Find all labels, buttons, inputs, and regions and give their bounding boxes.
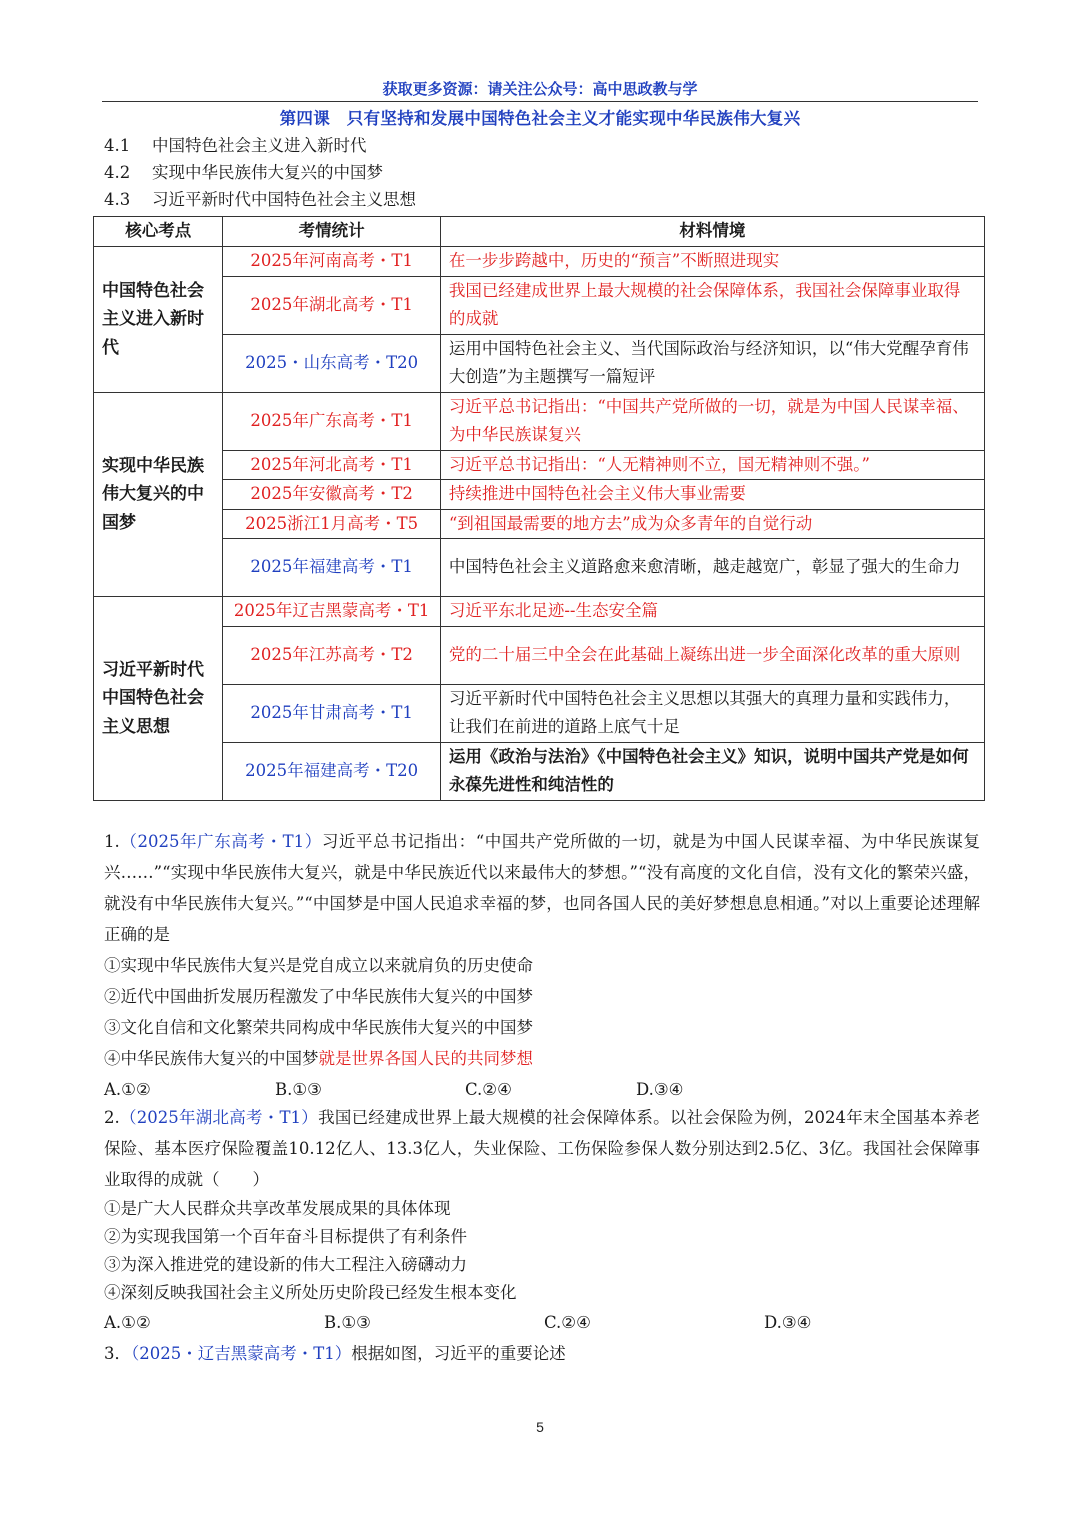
outline-item: 4.3 习近平新时代中国特色社会主义思想 <box>104 190 416 209</box>
material-cell: 习近平东北足迹--生态安全篇 <box>440 597 984 627</box>
exam-source-cell: 2025年福建高考・T1 <box>223 539 440 597</box>
table-row <box>94 392 985 450</box>
material-cell: 中国特色社会主义道路愈来愈清晰，越走越宽广，彰显了强大的生命力 <box>440 539 984 597</box>
table-row <box>94 684 985 742</box>
choice-c[interactable]: C.②④ <box>544 1313 591 1332</box>
material-cell: 我国已经建成世界上最大规模的社会保障体系，我国社会保障事业取得的成就 <box>440 276 984 334</box>
header-exam-stats: 考情统计 <box>223 217 440 247</box>
material-cell: “到祖国最需要的地方去”成为众多青年的自觉行动 <box>440 509 984 539</box>
table-row <box>94 626 985 684</box>
exam-source-cell: 2025年辽吉黑蒙高考・T1 <box>223 597 440 627</box>
core-topic-cell: 中国特色社会主义进入新时代 <box>94 247 223 393</box>
question-source: （2025・辽吉黑蒙高考・T1） <box>131 1344 352 1363</box>
core-topic-cell: 习近平新时代中国特色社会主义思想 <box>94 597 223 801</box>
option-item: ③为深入推进党的建设新的伟大工程注入磅礴动力 <box>104 1255 467 1274</box>
option-item: ③文化自信和文化繁荣共同构成中华民族伟大复兴的中国梦 <box>104 1018 533 1037</box>
exam-source-cell: 2025年河北高考・T1 <box>223 450 440 480</box>
question-source: （2025年湖北高考・T1） <box>119 1108 319 1127</box>
choice-c[interactable]: C.②④ <box>465 1080 512 1099</box>
table-header-row <box>94 217 985 247</box>
choice-b[interactable]: B.①③ <box>324 1313 371 1332</box>
choice-a[interactable]: A.①② <box>104 1080 151 1099</box>
exam-source-cell: 2025年广东高考・T1 <box>223 392 440 450</box>
material-cell: 习近平新时代中国特色社会主义思想以其强大的真理力量和实践伟力，让我们在前进的道路上底气十足 <box>440 684 984 742</box>
table-row <box>94 276 985 334</box>
question-source: （2025年广东高考・T1） <box>119 832 322 851</box>
lesson-outline <box>104 132 416 213</box>
material-cell: 习近平总书记指出：“中国共产党所做的一切，就是为中国人民谋幸福、为中华民族谋复兴 <box>440 392 984 450</box>
question-2-stem: 2.（2025年湖北高考・T1）我国已经建成世界上最大规模的社会保障体系。以社会保险为例，2024年末全国基本养老保险、基本医疗保险覆盖10.12亿人、13.3亿人，失业保险、工伤保险参保人数分别达到2.5亿、3亿。我国社会保障事业取得的成就（ ） <box>104 1108 980 1189</box>
table-row <box>94 480 985 510</box>
header-core-topic: 核心考点 <box>94 217 223 247</box>
header-material: 材料情境 <box>440 217 984 247</box>
option-item: ④深刻反映我国社会主义所处历史阶段已经发生根本变化 <box>104 1283 517 1302</box>
choice-b[interactable]: B.①③ <box>275 1080 322 1099</box>
outline-item: 4.1 中国特色社会主义进入新时代 <box>104 136 367 155</box>
option-item: ②近代中国曲折发展历程激发了中华民族伟大复兴的中国梦 <box>104 987 533 1006</box>
table-row <box>94 334 985 392</box>
choice-d[interactable]: D.③④ <box>636 1080 684 1099</box>
question-section <box>104 826 980 1369</box>
table-row <box>94 539 985 597</box>
exam-source-cell: 2025年河南高考・T1 <box>223 247 440 277</box>
exam-source-cell: 2025年甘肃高考・T1 <box>223 684 440 742</box>
table-row <box>94 247 985 277</box>
table-row <box>94 509 985 539</box>
material-cell: 运用中国特色社会主义、当代国际政治与经济知识，以“伟大党醒孕育伟大创造”为主题撰写一篇短评 <box>440 334 984 392</box>
material-cell: 运用《政治与法治》《中国特色社会主义》知识，说明中国共产党是如何永葆先进性和纯洁性的 <box>440 742 984 800</box>
table-row <box>94 450 985 480</box>
question-3-stem: 3．（2025・辽吉黑蒙高考・T1）根据如图，习近平的重要论述 <box>104 1344 566 1363</box>
exam-source-cell: 2025年安徽高考・T2 <box>223 480 440 510</box>
material-cell: 在一步步跨越中，历史的“预言”不断照进现实 <box>440 247 984 277</box>
exam-statistics-table <box>93 216 985 801</box>
material-cell: 习近平总书记指出：“人无精神则不立，国无精神则不强。” <box>440 450 984 480</box>
table-row <box>94 597 985 627</box>
choice-a[interactable]: A.①② <box>104 1313 151 1332</box>
answer-choices <box>104 1307 980 1338</box>
option-item: ②为实现我国第一个百年奋斗目标提供了有利条件 <box>104 1227 467 1246</box>
exam-source-cell: 2025年湖北高考・T1 <box>223 276 440 334</box>
exam-source-cell: 2025浙江1月高考・T5 <box>223 509 440 539</box>
lesson-title: 第四课 只有坚持和发展中国特色社会主义才能实现中华民族伟大复兴 <box>279 109 801 128</box>
question-1-stem: 1.（2025年广东高考・T1）习近平总书记指出：“中国共产党所做的一切，就是为中国人民谋幸福、为中华民族谋复兴……”“实现中华民族伟大复兴，就是中华民族近代以来最伟大的梦想。”“没有高度的文化自信，没有文化的繁荣兴盛，就没有中华民族伟大复兴。”“中国梦是中国人民追求幸福的梦，也同各国人民的美好梦想息息相通。”对以上重要论述理解正确的是 <box>104 832 980 944</box>
outline-item: 4.2 实现中华民族伟大复兴的中国梦 <box>104 163 383 182</box>
exam-source-cell: 2025・山东高考・T20 <box>223 334 440 392</box>
material-cell: 持续推进中国特色社会主义伟大事业需要 <box>440 480 984 510</box>
resource-header: 获取更多资源：请关注公众号：高中思政教与学 <box>382 80 698 98</box>
highlighted-text: 就是世界各国人民的共同梦想 <box>318 1049 533 1068</box>
choice-d[interactable]: D.③④ <box>764 1313 812 1332</box>
exam-source-cell: 2025年福建高考・T20 <box>223 742 440 800</box>
option-item: ④中华民族伟大复兴的中国梦就是世界各国人民的共同梦想 <box>104 1049 533 1068</box>
table-row <box>94 742 985 800</box>
core-topic-cell: 实现中华民族伟大复兴的中国梦 <box>94 392 223 597</box>
header-divider <box>102 101 978 102</box>
exam-source-cell: 2025年江苏高考・T2 <box>223 626 440 684</box>
material-cell: 党的二十届三中全会在此基础上凝练出进一步全面深化改革的重大原则 <box>440 626 984 684</box>
option-item: ①是广大人民群众共享改革发展成果的具体体现 <box>104 1199 451 1218</box>
option-item: ①实现中华民族伟大复兴是党自成立以来就肩负的历史使命 <box>104 956 533 975</box>
page-number: 5 <box>536 1419 544 1435</box>
answer-choices <box>104 1074 980 1105</box>
